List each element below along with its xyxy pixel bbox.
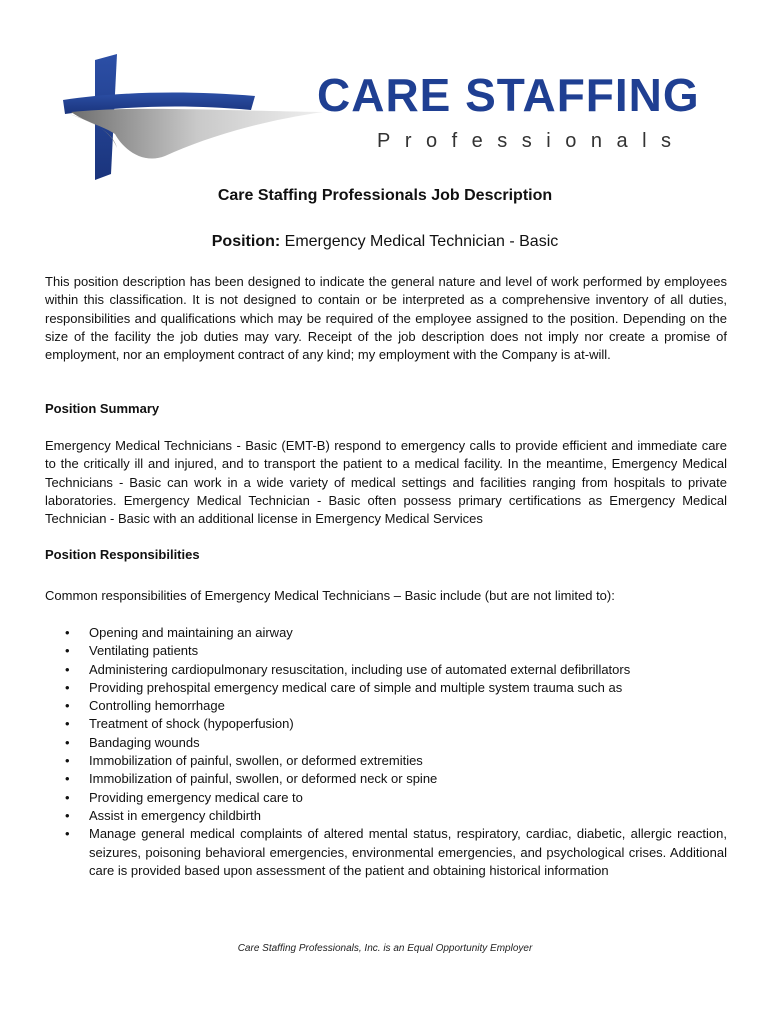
list-item (45, 642, 727, 660)
list-item (45, 679, 727, 697)
document-title: Care Staffing Professionals Job Description (217, 187, 553, 204)
list-item-text: Manage general medical complaints of altered mental status, respiratory, cardiac, diabetic, allergic reaction, seizures, poisoning behavioral emergencies, environmental emergencies, and psychological crises. Additional care is provided based upon assessment of the patient and obtaining historical information (89, 826, 727, 878)
bullet-icon: • (65, 734, 70, 750)
list-item (45, 734, 727, 752)
bullet-icon: • (65, 807, 70, 823)
list-item-text: Administering cardiopulmonary resuscitation, including use of automated external defibrillators (89, 661, 631, 677)
company-logo (55, 52, 735, 182)
responsibilities-heading: Position Responsibilities (45, 547, 200, 562)
position-line (0, 233, 770, 251)
list-item (45, 770, 727, 788)
bullet-icon: • (65, 643, 70, 659)
position-value: Emergency Medical Technician - Basic (284, 233, 559, 250)
bullet-icon: • (65, 625, 70, 640)
list-item-text: Assist in emergency childbirth (89, 807, 261, 823)
list-item-text: Immobilization of painful, swollen, or deformed extremities (89, 753, 423, 769)
footer-eeo-statement: Care Staffing Professionals, Inc. is an Equal Opportunity Employer (237, 943, 533, 954)
logo-brand-name: CARE STAFFING (317, 69, 700, 121)
bullet-icon: • (65, 716, 70, 732)
list-item (45, 697, 727, 715)
bullet-icon: • (65, 661, 70, 677)
list-item-text: Ventilating patients (89, 643, 199, 659)
list-item-text: Opening and maintaining an airway (89, 625, 293, 640)
list-item-text: Immobilization of painful, swollen, or deformed neck or spine (89, 771, 438, 787)
list-item (45, 624, 727, 642)
responsibilities-list (45, 624, 727, 880)
list-item-text: Providing prehospital emergency medical care of simple and multiple system trauma such as (89, 679, 623, 695)
summary-heading: Position Summary (45, 401, 160, 416)
logo-tagline: Professionals (377, 130, 686, 152)
bullet-icon: • (65, 771, 70, 787)
list-item-text: Controlling hemorrhage (89, 698, 225, 714)
list-item-text: Bandaging wounds (89, 734, 200, 750)
list-item (45, 715, 727, 733)
list-item (45, 752, 727, 770)
list-item-text: Treatment of shock (hypoperfusion) (89, 716, 294, 732)
list-item-text: Providing emergency medical care to (89, 789, 303, 805)
position-label: Position: (211, 233, 281, 250)
list-item (45, 825, 727, 880)
list-item (45, 661, 727, 679)
bullet-icon: • (65, 753, 70, 769)
responsibilities-intro: Common responsibilities of Emergency Medical Technicians – Basic include (but are not limited to): (45, 588, 615, 603)
bullet-icon: • (65, 698, 70, 714)
medical-cross-swoosh-icon (55, 52, 325, 182)
bullet-icon: • (65, 826, 70, 842)
summary-paragraph: Emergency Medical Technicians - Basic (EMT-B) respond to emergency calls to provide efficient and immediate care to the critically ill and injured, and to transport the patient to a medical facility. In the meantime, Emergency Medical Technicians - Basic can work in a wide variety of medical settings and facilities ranging from hospitals to private laboratories. Emergency Medical Technician - Basic often possess primary certifications as Emergency Medical Technician - Basic with an additional license in Emergency Medical Services (45, 438, 727, 527)
bullet-icon: • (65, 679, 70, 695)
intro-paragraph: This position description has been designed to indicate the general nature and level of work performed by employees within this classification. It is not designed to contain or be interpreted as a comprehensive inventory of all duties, responsibilities and qualifications which may be required of the employee assigned to the position. Depending on the size of the facility the job duties may vary. Receipt of the job description does not imply nor create a promise of employment, nor an employment contract of any kind; my employment with the Company is at-will. (45, 274, 727, 363)
bullet-icon: • (65, 789, 70, 805)
list-item (45, 789, 727, 807)
list-item (45, 807, 727, 825)
